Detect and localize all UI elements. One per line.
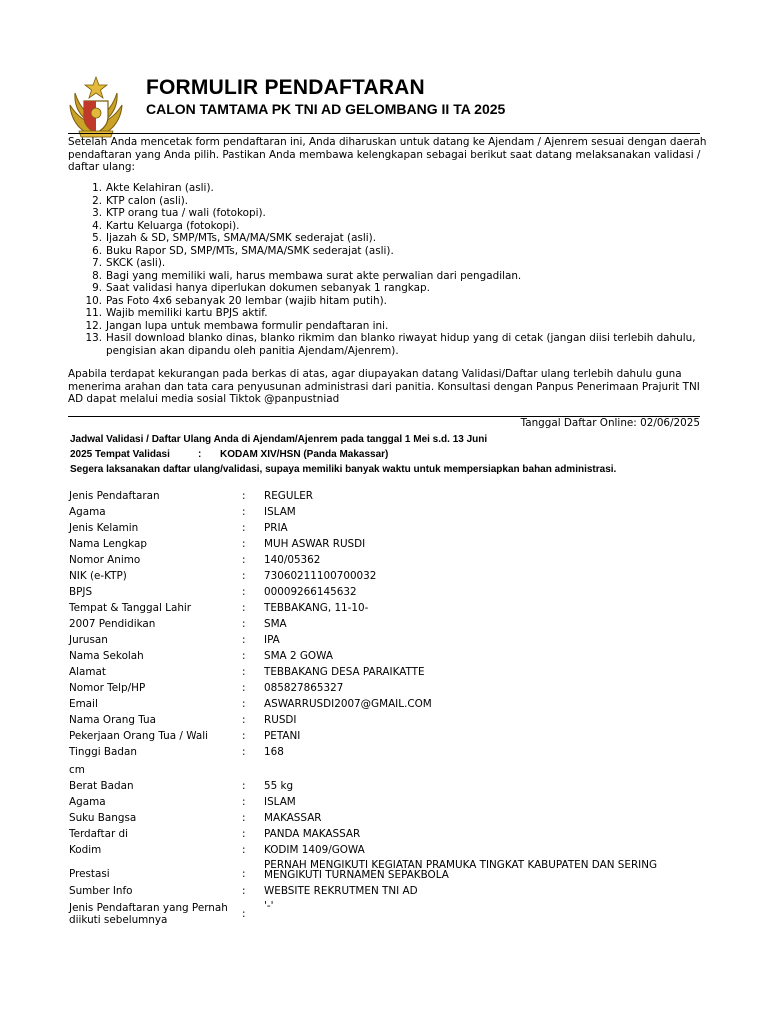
field-label: Tinggi Badan — [69, 746, 137, 758]
form-subtitle: CALON TAMTAMA PK TNI AD GELOMBANG II TA 2025 — [146, 101, 506, 117]
field-row: Pekerjaan Orang Tua / Wali : PETANI — [69, 730, 709, 746]
field-value: RUSDI — [264, 714, 297, 726]
field-row: BPJS : 00009266145632 — [69, 586, 709, 602]
field-value: 140/05362 — [264, 554, 321, 566]
field-value: '-' — [264, 900, 274, 912]
field-label: Agama — [69, 796, 106, 808]
field-value: TEBBAKANG, 11-10- — [264, 602, 369, 614]
schedule-location: 2025 Tempat Validasi : KODAM XIV/HSN (Panda Makassar) — [70, 449, 389, 460]
field-label: Nama Sekolah — [69, 650, 144, 662]
field-label: Nama Lengkap — [69, 538, 147, 550]
field-row: Jurusan : IPA — [69, 634, 709, 650]
field-row: Suku Bangsa : MAKASSAR — [69, 812, 709, 828]
list-item: 12. Jangan lupa untuk membawa formulir pendaftaran ini. — [85, 319, 389, 332]
field-value: 168 — [264, 746, 284, 758]
field-label: Jurusan — [69, 634, 108, 646]
field-row: Jenis Pendaftaran yang Pernah diikuti sebelumnya : '-' — [69, 902, 709, 928]
requirements-list — [68, 182, 704, 357]
list-item: 8. Bagi yang memiliki wali, harus membawa surat akte perwalian dari pengadilan. — [92, 269, 522, 282]
field-row: Nomor Telp/HP : 085827865327 — [69, 682, 709, 698]
field-label: Agama — [69, 506, 106, 518]
field-label: Prestasi — [69, 868, 110, 880]
field-label: Email — [69, 698, 98, 710]
field-label: cm — [69, 764, 85, 776]
field-value: ISLAM — [264, 796, 296, 808]
field-row: Sumber Info : WEBSITE REKRUTMEN TNI AD — [69, 885, 709, 901]
field-label: NIK (e-KTP) — [69, 570, 127, 582]
list-item: 5. Ijazah & SD, SMP/MTs, SMA/MA/SMK sederajat (asli). — [92, 232, 377, 244]
field-row: Prestasi : PERNAH MENGIKUTI KEGIATAN PRAMUKA TINGKAT KABUPATEN DAN SERING MENGIKUTI TURNAMEN SEPAKBOLA — [69, 868, 709, 892]
validation-schedule — [70, 432, 700, 462]
list-item: 11. Wajib memiliki kartu BPJS aktif. — [85, 307, 268, 319]
list-item: 9. Saat validasi hanya diperlukan dokumen sebanyak 1 rangkap. — [92, 282, 430, 294]
list-item: 3. KTP orang tua / wali (fotokopi). — [92, 207, 266, 219]
field-label: Jenis Pendaftaran — [69, 490, 160, 502]
field-value: SMA 2 GOWA — [264, 650, 333, 662]
form-title: FORMULIR PENDAFTARAN — [146, 76, 425, 99]
field-label: Pekerjaan Orang Tua / Wali — [69, 730, 208, 742]
field-row: Tinggi Badan : 168 — [69, 746, 709, 762]
tni-ad-emblem-icon — [65, 75, 127, 141]
field-label: BPJS — [69, 586, 93, 598]
field-value: WEBSITE REKRUTMEN TNI AD — [264, 885, 418, 897]
field-label: Tempat & Tanggal Lahir — [69, 602, 192, 614]
list-item: 4. Kartu Keluarga (fotokopi). — [92, 219, 240, 232]
field-row: Email : ASWARRUSDI2007@GMAIL.COM — [69, 698, 709, 714]
field-label: Berat Badan — [69, 780, 134, 792]
list-item: 13. Hasil download blanko dinas, blanko rikmim dan blanko riwayat hidup yang di cetak (jangan diisi terlebih dahulu, pengisian akan dipandu oleh panitia Ajendam/Ajenrem). — [85, 332, 696, 357]
consultation-note: Apabila terdapat kekurangan pada berkas di atas, agar diupayakan datang Validasi/Daftar ulang terlebih dahulu guna menerima arahan dan tata cara penyusunan administrasi dari panitia. Konsultasi dengan Panpus Penerimaan Prajurit TNI AD dapat melalui media sosial Tiktok @panpustniad — [68, 368, 700, 405]
field-row: Nama Orang Tua : RUSDI — [69, 714, 709, 730]
field-value: TEBBAKANG DESA PARAIKATTE — [264, 666, 425, 678]
list-item: 6. Buku Rapor SD, SMP/MTs, SMA/MA/SMK sederajat (asli). — [92, 244, 394, 257]
field-value: PERNAH MENGIKUTI KEGIATAN PRAMUKA TINGKAT KABUPATEN DAN SERING MENGIKUTI TURNAMEN SEPAKBOLA — [264, 859, 658, 881]
field-value: PETANI — [264, 730, 301, 742]
field-label: Kodim — [69, 844, 102, 856]
field-row: 2007 Pendidikan : SMA — [69, 618, 709, 634]
field-row: Tempat & Tanggal Lahir : TEBBAKANG, 11-10- — [69, 602, 709, 618]
field-value: ASWARRUSDI2007@GMAIL.COM — [264, 698, 432, 710]
field-value: 00009266145632 — [264, 586, 357, 598]
field-label: Nama Orang Tua — [69, 714, 156, 726]
field-row: Jenis Kelamin : PRIA — [69, 522, 709, 538]
field-value: REGULER — [264, 490, 314, 502]
field-label: Nomor Animo — [69, 554, 141, 566]
field-row — [69, 764, 709, 780]
field-row: Nama Sekolah : SMA 2 GOWA — [69, 650, 709, 666]
field-label: Sumber Info — [69, 885, 133, 897]
field-row: Nama Lengkap : MUH ASWAR RUSDI — [69, 538, 709, 554]
field-value: 55 kg — [264, 780, 294, 792]
field-value: IPA — [264, 634, 280, 646]
field-row: Alamat : TEBBAKANG DESA PARAIKATTE — [69, 666, 709, 682]
field-value: PRIA — [264, 522, 288, 534]
field-label: Nomor Telp/HP — [69, 682, 146, 694]
list-item: 1. Akte Kelahiran (asli). — [92, 182, 214, 194]
header-divider — [68, 133, 700, 134]
online-registration-date: Tanggal Daftar Online: 02/06/2025 — [520, 417, 700, 429]
field-row: Berat Badan : 55 kg — [69, 780, 709, 796]
field-value: PANDA MAKASSAR — [264, 828, 361, 840]
field-value: ISLAM — [264, 506, 296, 518]
field-value: 73060211100700032 — [264, 570, 377, 582]
list-item: 7. SKCK (asli). — [92, 257, 166, 269]
list-item: 10. Pas Foto 4x6 sebanyak 20 lembar (wajib hitam putih). — [85, 294, 387, 307]
field-value: KODIM 1409/GOWA — [264, 844, 365, 856]
schedule-line: Jadwal Validasi / Daftar Ulang Anda di Ajendam/Ajenrem pada tanggal 1 Mei s.d. 13 Juni — [70, 434, 488, 445]
field-value: 085827865327 — [264, 682, 344, 694]
field-label: Terdaftar di — [69, 828, 128, 840]
field-value: MAKASSAR — [264, 812, 322, 824]
intro-paragraph: Setelah Anda mencetak form pendaftaran ini, Anda diharuskan untuk datang ke Ajendam / Ajenrem sesuai dengan daerah pendaftaran yang Anda pilih. Pastikan Anda membawa kelengkapan sebagai berikut saat datang melaksanakan validasi / daftar ulang: — [68, 136, 707, 173]
field-label: Jenis Pendaftaran yang Pernah diikuti sebelumnya — [69, 902, 228, 926]
field-label: 2007 Pendidikan — [69, 618, 156, 630]
field-row: Agama : ISLAM — [69, 796, 709, 812]
field-row: Kodim : KODIM 1409/GOWA — [69, 844, 709, 860]
list-item: 2. KTP calon (asli). — [92, 194, 189, 207]
field-row: Jenis Pendaftaran : REGULER — [69, 490, 709, 506]
field-value: SMA — [264, 618, 287, 630]
field-label: Alamat — [69, 666, 106, 678]
field-row: Nomor Animo : 140/05362 — [69, 554, 709, 570]
field-label: Suku Bangsa — [69, 812, 137, 824]
field-value: MUH ASWAR RUSDI — [264, 538, 366, 550]
field-row: Terdaftar di : PANDA MAKASSAR — [69, 828, 709, 844]
field-row: Agama : ISLAM — [69, 506, 709, 522]
urge-message: Segera laksanakan daftar ulang/validasi, supaya memiliki banyak waktu untuk mempersiapkan bahan administrasi. — [70, 464, 617, 475]
field-label: Jenis Kelamin — [69, 522, 139, 534]
field-row: NIK (e-KTP) : 73060211100700032 — [69, 570, 709, 586]
